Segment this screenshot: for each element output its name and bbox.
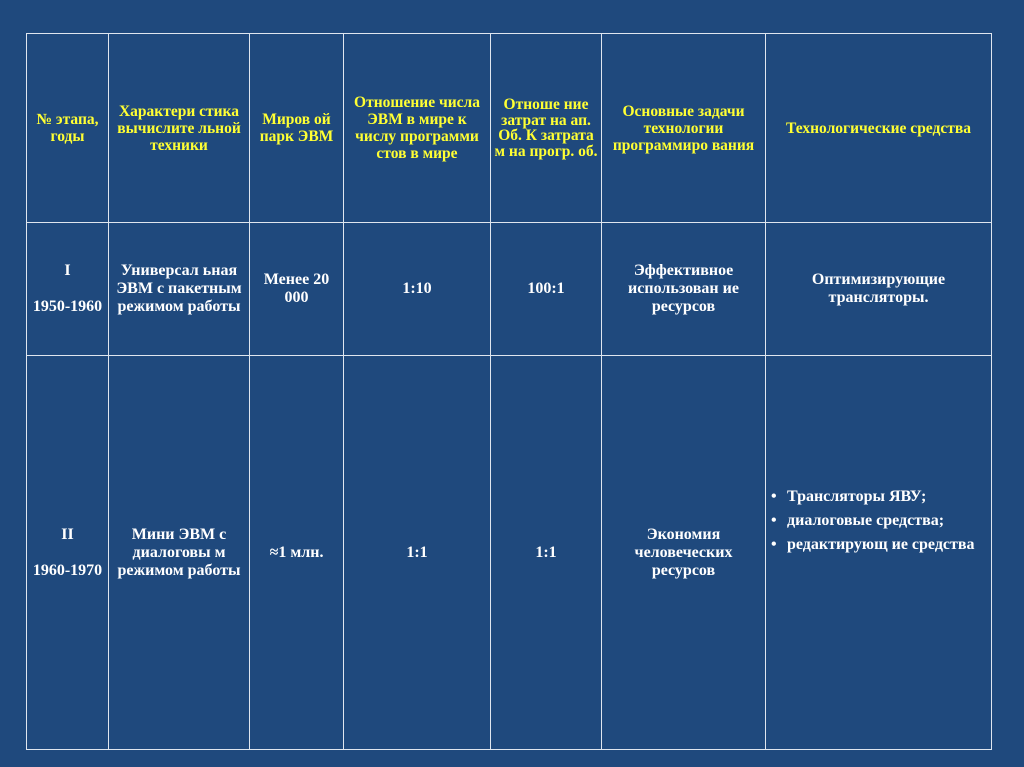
cost-ratio-cell: 100:1 [491, 223, 602, 356]
header-computers-to-programmers: Отношение числа ЭВМ в мире к числу программи стов в мире [344, 34, 491, 223]
characteristic-cell: Универсал ьная ЭВМ с пакетным режимом работы [109, 223, 250, 356]
tasks-cell: Экономия человеческих ресурсов [602, 356, 766, 750]
list-item: • редактирующ ие средства [787, 536, 984, 554]
tasks-cell: Эффективное использован ие ресурсов [602, 223, 766, 356]
stage-number: I [64, 262, 71, 279]
tools-list [769, 488, 988, 554]
fleet-cell: ≈1 млн. [250, 356, 344, 750]
computers-to-programmers-cell: 1:1 [344, 356, 491, 750]
table-row [27, 356, 992, 750]
table-row [27, 223, 992, 356]
stage-years: 1950-1960 [32, 298, 103, 315]
fleet-cell: Менее 20 000 [250, 223, 344, 356]
characteristic-cell: Мини ЭВМ с диалоговы м режимом работы [109, 356, 250, 750]
stage-cell [27, 356, 109, 750]
header-main-tasks: Основные задачи технологии программиро вания [602, 34, 766, 223]
stage-cell [27, 223, 109, 356]
stage-number: II [61, 525, 74, 543]
table-header-row [27, 34, 992, 223]
eras-table [26, 33, 992, 750]
computers-to-programmers-cell: 1:10 [344, 223, 491, 356]
cost-ratio-cell: 1:1 [491, 356, 602, 750]
tools-cell [766, 356, 992, 750]
header-cost-ratio: Отноше ние затрат на ап. Об. К затрата м на прогр. об. [491, 34, 602, 223]
list-item: • диалоговые средства; [787, 512, 984, 530]
tools-cell: Оптимизирующие трансляторы. [766, 223, 992, 356]
stage-years: 1960-1970 [32, 561, 103, 579]
header-stage-years: № этапа, годы [27, 34, 109, 223]
header-characteristic: Характери стика вычислите льной техники [109, 34, 250, 223]
header-world-fleet: Миров ой парк ЭВМ [250, 34, 344, 223]
list-item: • Трансляторы ЯВУ; [787, 488, 984, 506]
header-tools: Технологические средства [766, 34, 992, 223]
